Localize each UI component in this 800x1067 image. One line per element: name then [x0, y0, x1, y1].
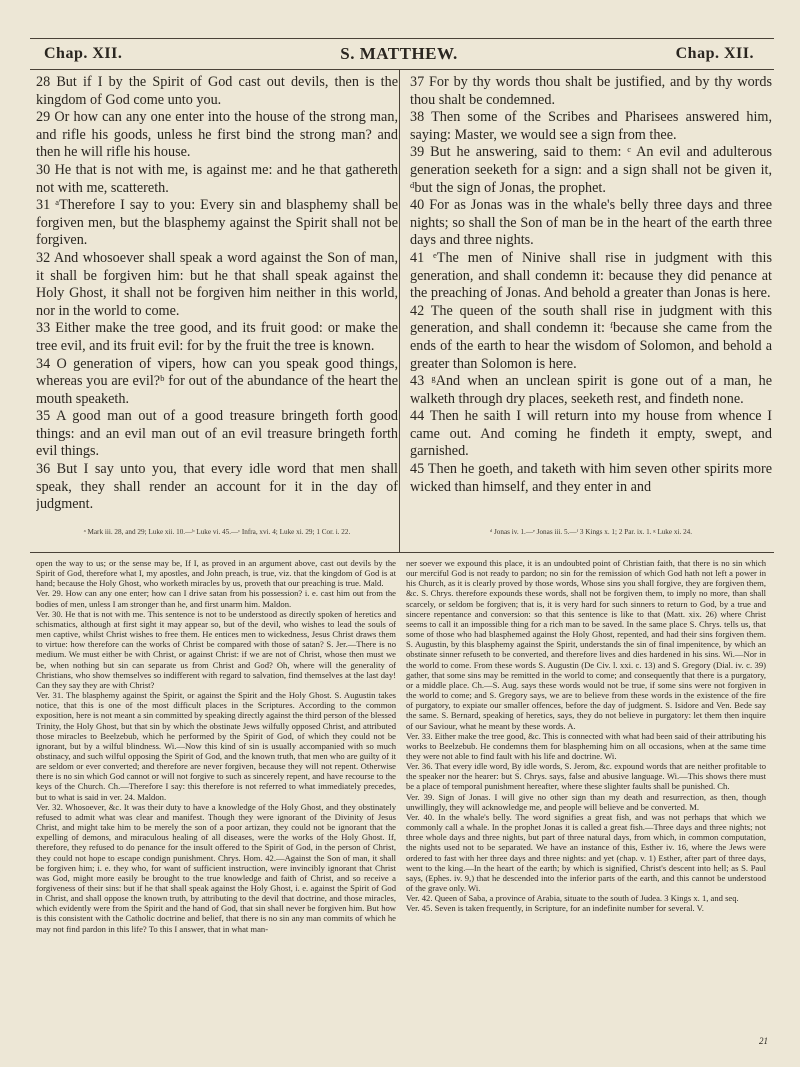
verse: 30 He that is not with me, is against me: and he that gathereth not with me, scattereth. — [36, 161, 398, 196]
commentary-right-column — [406, 558, 766, 1044]
verse: 28 But if I by the Spirit of God cast out devils, then is the kingdom of God come unto you. — [36, 74, 398, 108]
verse: 31 ᵃTherefore I say to you: Every sin and blasphemy shall be forgiven men, but the blasphemy against the Spirit shall not be forgiven. — [36, 197, 398, 249]
chapter-label-left: Chap. XII. — [44, 45, 123, 62]
commentary-paragraph: Ver. 36. That every idle word, By idle words, S. Jerom, &c. expound words that are neither profitable to the speaker nor the hearer: but S. Chrys. says, false and abusive language. Wi.—This shows there must be a place of temporal punishment hereafter, where these slighter faults shall be punished. Ch. — [406, 761, 766, 792]
commentary-paragraph: ner soever we expound this place, it is an undoubted point of Christian faith, that there is no sin which our merciful God is not ready to pardon; no sin for the remission of which God hath not left a power in his Church, as it is clearly proved by those words, Whose sins you shall forgive, they are forgiven them, &c. S. Chrys. therefore expounds these words, shall not be forgiven them, to imply no more, than shall scarcely, or seldom be forgiven; that is, it is very hard for such sinners to return to God, by a true and sincere repentance and conversion: so that this sentence is like to that (Matt. xix. 26) where Christ seems to call it an impossible thing for a rich man to be saved. In the same place S. Chrys. tells us, that some of those who had blasphemed against the Holy Ghost, repented, and had their sins forgiven them. S. Augustin, by this blasphemy against the Spirit, understands the sin of final impenitence, by which an obstinate sinner refuseth to be converted, and therefore lives and dies hardened in his sins. Wi.—Nor in the world to come. From these words S. Augustin (De Civ. l. xxi. c. 13) and S. Gregory (Dial. iv. c. 39) gather, that some sins may be remitted in the world to come; and consequently that there is a purgatory, or a middle place. Ch.—S. Aug. says these words would not be true, if some sins were not forgiven in the world to come; and S. Gregory says, we are to believe from these words in the existence of the fire of purgatory, to expiate our smaller offences, before the day of judgment. S. Isidore and Ven. Bede say the same. S. Bernard, speaking of heretics, says, they do not believe in purgatory: let them then inquire of our Saviour, what he meant by these words. A. — [406, 558, 766, 731]
verse: 33 Either make the tree good, and its fruit good: or make the tree evil, and its fruit evil: for by the fruit the tree is known. — [36, 320, 398, 354]
verse: 44 Then he saith I will return into my house from whence I came out. And coming he findeth it empty, swept, and garnished. — [410, 408, 772, 460]
commentary-left-column — [36, 558, 396, 1044]
scripture-section — [30, 70, 774, 553]
verses-left-column — [36, 74, 398, 512]
commentary-paragraph: Ver. 31. The blasphemy against the Spirit, or against the Spirit and the Holy Ghost. S. Augustin takes notice, that this is one of the most difficult places in the Scriptures. According to the common exposition, here is not meant a sin committed by speaking directly against the third person of the blessed Trinity, the Holy Ghost, but that sin by which the obstinate Jews wilfully opposed Christ, and attributed those miracles to Beelzebub, which he performed by the Spirit of God, of which they could not be ignorant, but by a wilful blindness. Wi.—Now this kind of sin is usually accompanied with so much obstinacy, and such wilful opposing the Spirit of God, and the known truth, that men who are guilty of it are seldom or ever converted; and therefore are never forgiven, because they will not repent. Otherwise there is no sin which God cannot or will not forgive to such as sincerely repent, and have recourse to the keys of the Church. Ch.—Therefore I say: this therefore is not referred to what immediately precedes, but to what is said in ver. 24. Maldon. — [36, 690, 396, 802]
verses-right-column — [410, 74, 772, 512]
commentary-paragraph: Ver. 39. Sign of Jonas. I will give no other sign than my death and resurrection, as then, though unwillingly, they will acknowledge me, and people will believe and be converted. M. — [406, 791, 766, 812]
verse: 42 The queen of the south shall rise in judgment with this generation, and shall condemn it: ᶠbecause she came from the ends of the earth to hear the wisdom of Solomon, and behold a greater than Solomon is here. — [410, 302, 772, 372]
commentary-paragraph: Ver. 33. Either make the tree good, &c. This is connected with what had been said of their attributing his works to Beelzebub. He condemns them for blaspheming him on all occasions, when at the same time they were not able to find fault with his life and doctrine. Wi. — [406, 730, 766, 761]
commentary-section — [30, 552, 774, 1048]
verse: 36 But I say unto you, that every idle word that men shall speak, they shall render an account for it in the day of judgment. — [36, 461, 398, 512]
book-title: S. MATTHEW. — [340, 44, 458, 63]
verse: 43 ᵍAnd when an unclean spirit is gone out of a man, he walketh through dry places, seeketh rest, and findeth none. — [410, 373, 772, 407]
verse: 45 Then he goeth, and taketh with him seven other spirits more wicked than himself, and they enter in and — [410, 461, 772, 495]
verse: 35 A good man out of a good treasure bringeth forth good things: and an evil man out of an evil treasure bringeth forth evil things. — [36, 408, 398, 460]
commentary-paragraph: Ver. 30. He that is not with me. This sentence is not to be understood as directly spoken of heretics and schismatics, although at first sight it may appear so, but of the devil, who wishes to lead the souls of men captive, whilst Christ wishes to free them. He entices men to wickedness, Jesus Christ draws them to virtue: how therefore can the works of Christ be compared with those of satan? S. Jer.—There is no medium. We must either be with Christ, or against Christ: if we are not of Christ, whose then must we be, when nothing but sin can separate us from Christ and God? Oh, where will the generality of Christians, who show themselves so indifferent with regard to salvation, find themselves at the last day! Can they say they are with Christ? — [36, 608, 396, 690]
bible-page — [30, 38, 774, 1048]
verse: 32 And whosoever shall speak a word against the Son of man, it shall be forgiven him: but he that shall speak against the Holy Ghost, it shall not be forgiven him neither in this world, nor in the world to come. — [36, 249, 398, 319]
page-number: 21 — [759, 1036, 768, 1046]
verse: 40 For as Jonas was in the whale's belly three days and three nights; so shall the Son of man be in the heart of the earth three days and three nights. — [410, 197, 772, 249]
footnote-right: ᵈ Jonas iv. 1.—ᵉ Jonas iii. 5.—ᶠ 3 Kings x. 1; 2 Par. ix. 1. ᵍ Luke xi. 24. — [489, 528, 693, 536]
verse: 38 Then some of the Scribes and Pharisees answered him, saying: Master, we would see a sign from thee. — [410, 109, 772, 143]
footnote-left: ᵃ Mark iii. 28, and 29; Luke xii. 10.—ᵇ Luke vi. 45.—ᶜ Infra, xvi. 4; Luke xi. 29; 1 Cor. i. 22. — [83, 528, 351, 536]
commentary-paragraph: Ver. 42. Queen of Saba, a province of Arabia, situate to the south of Judea. 3 Kings x. 1, and seq. — [406, 893, 739, 904]
commentary-paragraph: Ver. 40. In the whale's belly. The word signifies a great fish, and was not perhaps that which we commonly call a whale. In the prophet Jonas it is called a great fish.—Three days and three nights; not three whole days and three nights, but part of three natural days, from which, in common computation, the nights used not to be separated. We have an instance of this, Esther iv. 16, where the Jews were ordered to fast with her three days and three nights: and yet (chap. v. 1) Esther, after part of three days, went to the king.—In the heart of the earth; by which is signified, Christ's descent into hell; as S. Paul says, (Ephes. iv. 9,) that he descended into the inferior parts of the earth, and this cannot be understood of the grave only. Wi. — [406, 811, 766, 893]
verse: 41 ᵉThe men of Ninive shall rise in judgment with this generation, and shall condemn it: because they did penance at the preaching of Jonas. And behold a greater than Jonas is here. — [410, 249, 772, 302]
verse: 34 O generation of vipers, how can you speak good things, whereas you are evil?ᵇ for out of the abundance of the heart the mouth speaketh. — [36, 355, 398, 407]
page-header — [30, 38, 774, 70]
verse: 39 But he answering, said to them: ᶜ An evil and adulterous generation seeketh for a sign: and a sign shall not be given it, ᵈbut the sign of Jonas, the prophet. — [410, 144, 772, 196]
verse: 29 Or how can any one enter into the house of the strong man, and rifle his goods, unless he first bind the strong man? and then he will rifle his house. — [36, 109, 398, 161]
column-divider — [399, 70, 400, 552]
commentary-paragraph: Ver. 29. How can any one enter; how can I drive satan from his possession? i. e. cast him out from the bodies of men, unless I am stronger than he, and first unarm him. Maldon. — [36, 588, 396, 609]
chapter-label-right: Chap. XII. — [675, 45, 754, 62]
verse: 37 For by thy words thou shalt be justified, and by thy words thou shalt be condemned. — [410, 74, 772, 108]
commentary-paragraph: Ver. 32. Whosoever, &c. It was their duty to have a knowledge of the Holy Ghost, and they obstinately refused to admit what was clear and manifest. Though they were ignorant of the Divinity of Jesus Christ, and might take him to be merely the son of a poor artizan, they could not be ignorant that the expelling of demons, and miraculous healing of all diseases, were the works of the Holy Ghost. If, therefore, they refused to do penance for the insult offered to the Spirit of God, in the person of Christ, they could not hope to escape condign punishment. Chrys. Hom. 42.—Against the Son of man, it shall be forgiven him; i. e. they who, for want of sufficient instruction, were invincibly ignorant that Christ was God, might more easily be brought to the true knowledge and faith of Christ, and so receive a forgiveness of their sins: but if he that shall speak against the Holy Ghost, i. e. against the Spirit of God in Christ, and shall oppose the known truth, by attributing to the devil that doctrine, and those miracles, which evidently were from the Spirit and the hand of God, that sin shall never be forgiven him. But how is this consistent with the Catholic doctrine and belief, that there is no sin any man commits of which he may not find pardon in this life? To this I answer, that in what man- — [36, 801, 396, 934]
commentary-paragraph: open the way to us; or the sense may be, If I, as proved in an argument above, cast out devils by the Spirit of God, therefore what I, my apostles, and John preach, is true, viz. that the kingdom of God is at hand; because the Holy Ghost, who worketh miracles by us, proveth that our preaching is true. Mald. — [36, 558, 396, 589]
commentary-paragraph: Ver. 45. Seven is taken frequently, in Scripture, for an indefinite number for several. V. — [406, 903, 704, 914]
